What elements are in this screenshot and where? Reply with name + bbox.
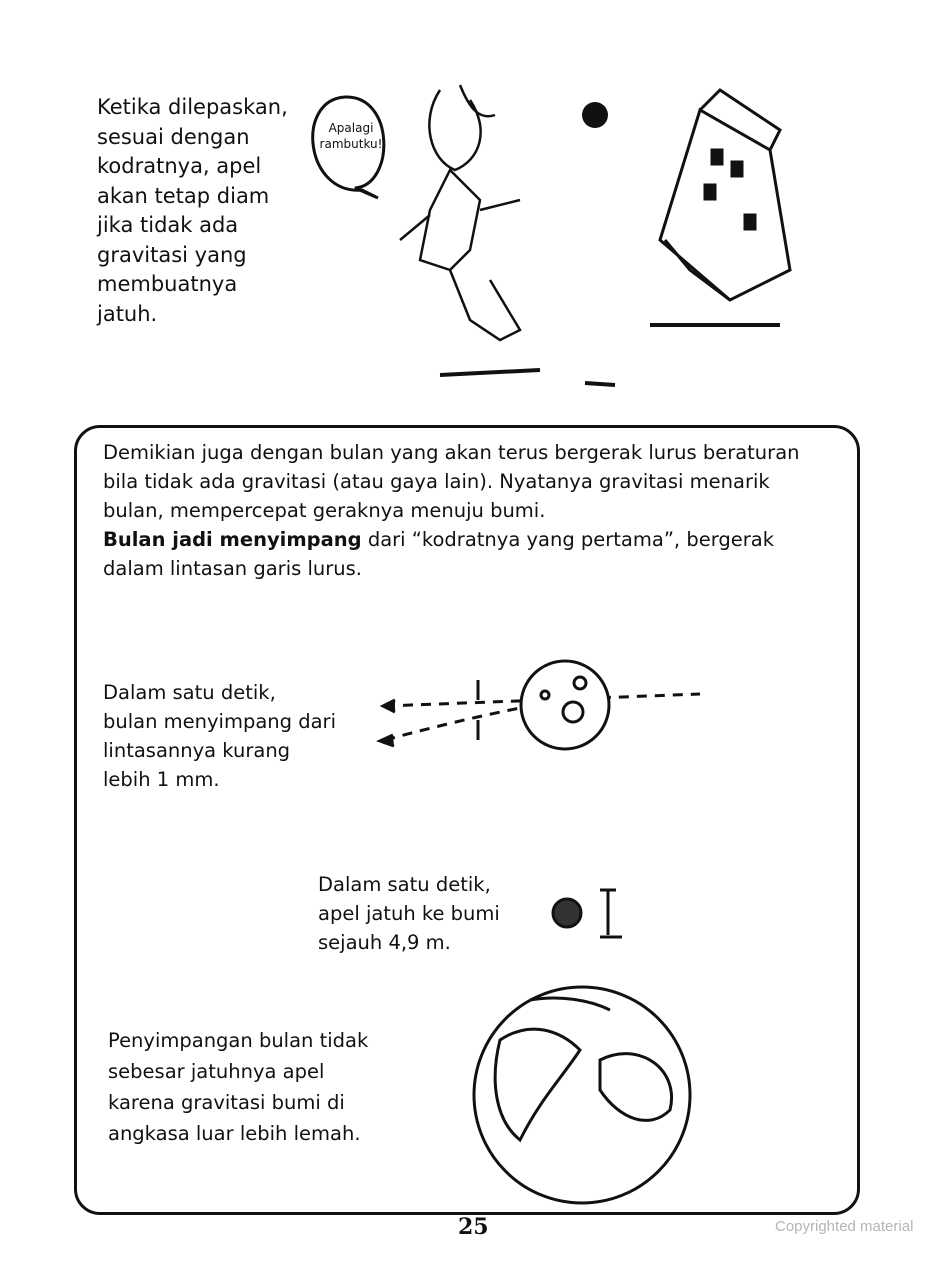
house-icon bbox=[660, 90, 790, 300]
speech-bubble-text: Apalagi rambutku! bbox=[319, 121, 383, 151]
paragraph-bold: Bulan jadi menyimpang bbox=[103, 528, 362, 551]
paragraph-start: Demikian juga dengan bulan yang akan terus bergerak lurus beraturan bila tidak ada gravitasi (atau gaya lain). Nyatanya gravitasi menarik bulan, mempercepat geraknya menuju bumi. bbox=[103, 441, 800, 522]
earth-caption: Penyimpangan bulan tidak sebesar jatuhnya apel karena gravitasi bumi di angkasa luar lebih lemah. bbox=[108, 1029, 369, 1145]
explanation-paragraph bbox=[103, 438, 833, 583]
moon-caption: Dalam satu detik, bulan menyimpang dari lintasannya kurang lebih 1 mm. bbox=[103, 681, 336, 791]
apple-caption: Dalam satu detik, apel jatuh ke bumi sejauh 4,9 m. bbox=[318, 873, 500, 954]
apple-icon bbox=[582, 102, 608, 128]
floating-girl-icon bbox=[400, 85, 520, 340]
page-number: 25 bbox=[458, 1214, 489, 1240]
intro-text: Ketika dilepaskan, sesuai dengan kodratnya, apel akan tetap diam jika tidak ada gravitasi yang membuatnya jatuh. bbox=[97, 95, 288, 326]
paragraph-end: dari “kodratnya yang pertama”, bergerak dalam lintasan garis lurus. bbox=[103, 528, 775, 580]
copyright-notice: Copyrighted material bbox=[775, 1218, 914, 1235]
